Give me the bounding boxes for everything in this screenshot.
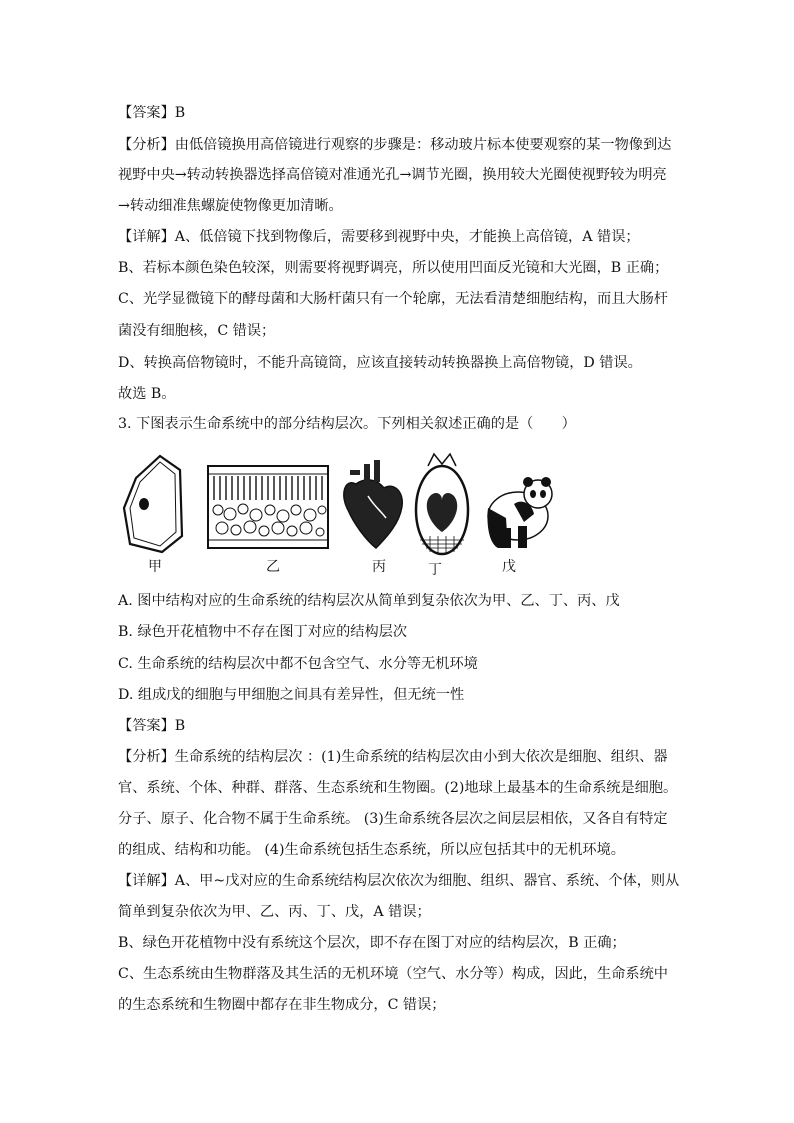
- detail-line: 菌没有细胞核，C 错误；: [118, 323, 276, 339]
- analysis-line: 视野中央→转动转换器选择高倍镜对准通光孔→调节光圈，换用较大光圈使视野较为明亮: [118, 167, 667, 183]
- detail-line: B、绿色开花植物中没有系统这个层次，即不存在图丁对应的结构层次，B 正确；: [118, 935, 626, 951]
- option-d: D. 组成戊的细胞与甲细胞之间具有差异性，但无统一性: [118, 687, 465, 703]
- hierarchy-illustrations: [118, 448, 558, 558]
- analysis-line: 官、系统、个体、种群、群落、生态系统和生物圈。(2)地球上最基本的生命系统是细胞。: [118, 780, 678, 796]
- leaf-tissue-illustration: [208, 466, 328, 548]
- figure-label-ding: 丁: [428, 562, 442, 578]
- detail-line: B、若标本颜色染色较深，则需要将视野调亮，所以使用凹面反光镜和大光圈，B 正确；: [118, 260, 669, 276]
- option-c: C. 生命系统的结构层次中都不包含空气、水分等无机环境: [118, 656, 478, 672]
- detail-line: 【详解】A、甲~戊对应的生命系统结构层次依次为细胞、组织、器官、系统、个体，则从: [118, 873, 680, 889]
- heart-illustration: [344, 460, 402, 548]
- detail-line: 的生态系统和生物圈中都存在非生物成分，C 错误；: [118, 997, 446, 1013]
- detail-line: 简单到复杂依次为甲、乙、丙、丁、戊，A 错误；: [118, 904, 431, 920]
- panda-illustration: [487, 477, 552, 548]
- analysis-line: 分子、原子、化合物不属于生命系统。 (3)生命系统各层次之间层层相依，又各自有特定: [118, 811, 668, 827]
- figure-label-jia: 甲: [148, 559, 162, 575]
- detail-line: 【详解】A、低倍镜下找到物像后，需要移到视野中央，才能换上高倍镜，A 错误；: [118, 229, 640, 245]
- analysis-line: →转动细准焦螺旋使物像更加清晰。: [118, 198, 343, 214]
- figure-label-bing: 丙: [372, 559, 386, 575]
- answer-label-q3: 【答案】B: [118, 718, 186, 734]
- plant-cell-illustration: [124, 456, 182, 552]
- analysis-line: 的组成、结构和功能。 (4)生命系统包括生态系统，所以应包括其中的无机环境。: [118, 842, 625, 858]
- option-b: B. 绿色开花植物中不存在图丁对应的结构层次: [118, 624, 408, 640]
- circulatory-system-illustration: [416, 454, 468, 554]
- detail-line: C、生态系统由生物群落及其生活的无机环境（空气、水分等）构成，因此，生命系统中: [118, 966, 668, 982]
- option-a: A. 图中结构对应的生命系统的结构层次从简单到复杂依次为甲、乙、丁、丙、戊: [118, 593, 620, 609]
- hierarchy-figure: [118, 448, 558, 576]
- figure-label-yi: 乙: [266, 559, 280, 575]
- detail-line: C、光学显微镜下的酵母菌和大肠杆菌只有一个轮廓，无法看清楚细胞结构，而且大肠杆: [118, 291, 668, 307]
- question-3-stem: 3. 下图表示生命系统中的部分结构层次。下列相关叙述正确的是（ ）: [118, 416, 576, 432]
- figure-label-wu: 戊: [502, 559, 516, 575]
- answer-label-q2: 【答案】B: [118, 105, 186, 121]
- analysis-line: 【分析】生命系统的结构层次 ：(1)生命系统的结构层次由小到大依次是细胞、组织、器: [118, 749, 668, 765]
- analysis-line: 【分析】由低倍镜换用高倍镜进行观察的步骤是：移动玻片标本使要观察的某一物像到达: [118, 137, 672, 153]
- conclusion-line: 故选 B。: [118, 386, 176, 402]
- detail-line: D、转换高倍物镜时，不能升高镜筒，应该直接转动转换器换上高倍物镜，D 错误。: [118, 355, 642, 371]
